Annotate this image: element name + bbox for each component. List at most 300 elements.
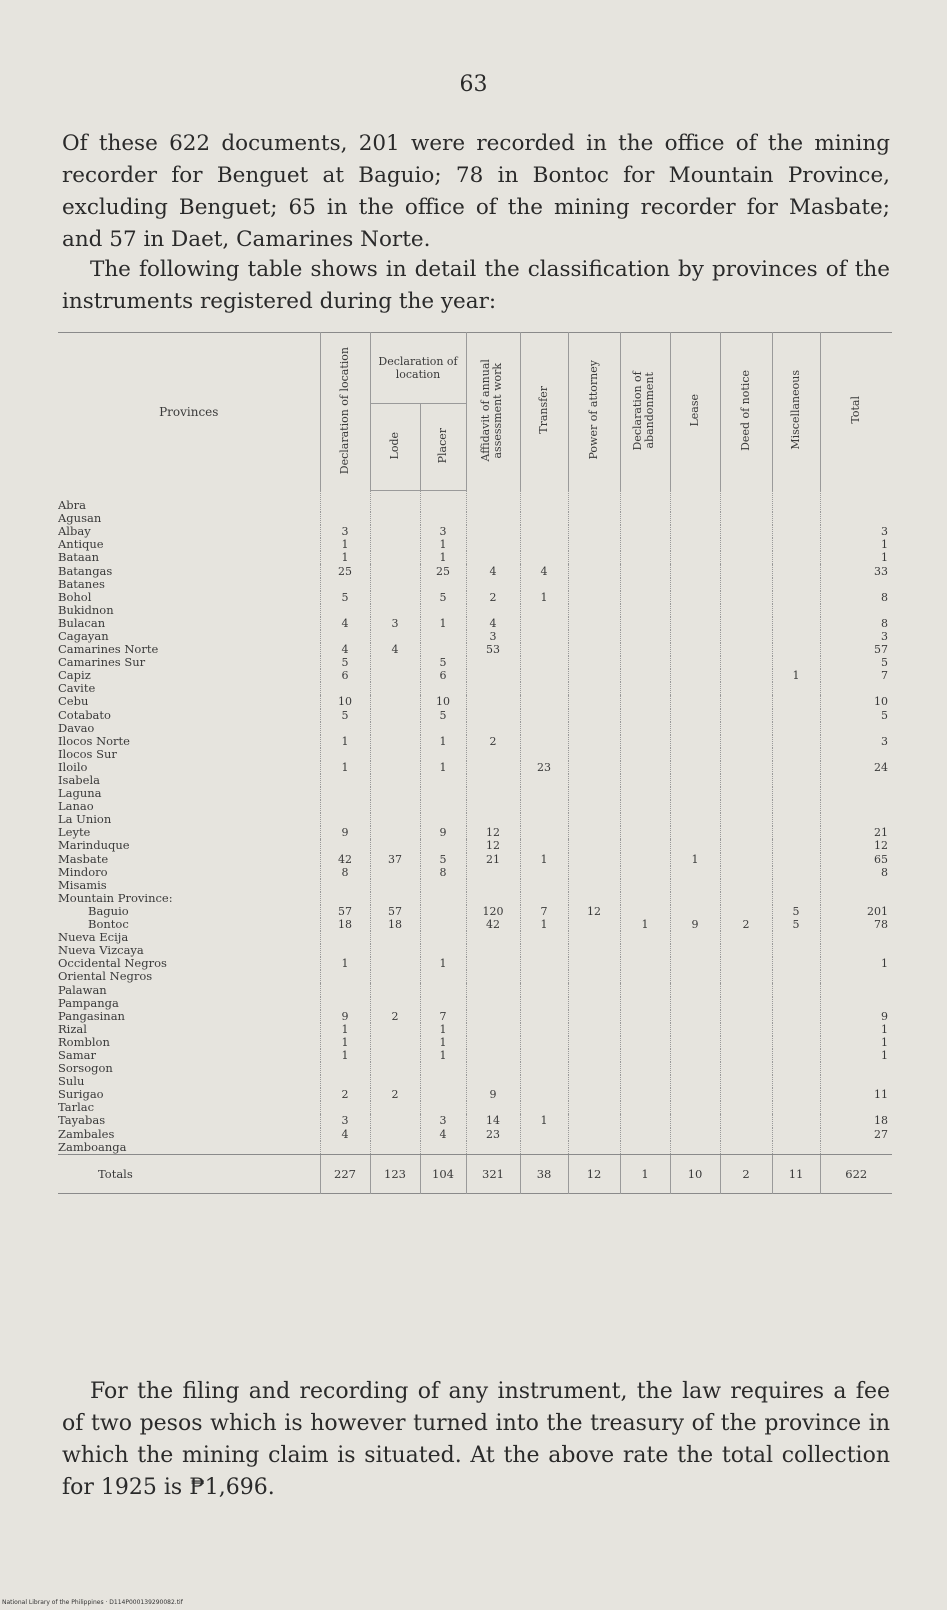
cell-placer: 5 [420, 591, 466, 604]
cell-lease [670, 1023, 720, 1036]
cell-declaration: 5 [320, 709, 370, 722]
cell-power-of-attorney [568, 722, 620, 735]
cell-transfer [520, 1141, 568, 1155]
cell-transfer [520, 957, 568, 970]
province-name: Nueva Vizcaya [58, 944, 144, 958]
cell-miscellaneous [772, 879, 820, 892]
cell-affidavit [466, 551, 520, 564]
cell-lease [670, 669, 720, 682]
cell-declaration [320, 970, 370, 983]
province-name: Pangasinan [58, 1009, 125, 1023]
cell-affidavit [466, 578, 520, 591]
table-row [58, 630, 892, 643]
cell-abandonment [620, 538, 670, 551]
province-name: Oriental Negros [58, 970, 153, 984]
cell-affidavit [466, 800, 520, 813]
cell-deed [720, 617, 772, 630]
cell-affidavit [466, 1010, 520, 1023]
cell-total: 65 [820, 853, 892, 866]
cell-lode [370, 761, 420, 774]
cell-miscellaneous [772, 591, 820, 604]
cell-deed [720, 1023, 772, 1036]
cell-transfer: 7 [520, 905, 568, 918]
cell-lode [370, 1128, 420, 1141]
table-row [58, 735, 892, 748]
cell-transfer [520, 617, 568, 630]
table-row [58, 1075, 892, 1088]
cell-lease [670, 957, 720, 970]
scan-footer-note: National Library of the Philippines · D114P000139290082.tif [2, 1599, 183, 1606]
cell-transfer [520, 491, 568, 513]
cell-abandonment [620, 709, 670, 722]
cell-abandonment [620, 1128, 670, 1141]
cell-total [820, 813, 892, 826]
cell-placer [420, 604, 466, 617]
cell-lease [670, 866, 720, 879]
cell-miscellaneous [772, 578, 820, 591]
cell-abandonment [620, 722, 670, 735]
table-row [58, 853, 892, 866]
province-name: Batanes [58, 577, 105, 591]
cell-declaration: 42 [320, 853, 370, 866]
cell-placer [420, 1088, 466, 1101]
province-name: Bontoc [88, 918, 129, 932]
cell-power-of-attorney [568, 957, 620, 970]
cell-power-of-attorney [568, 617, 620, 630]
cell-transfer [520, 1075, 568, 1088]
cell-deed [720, 643, 772, 656]
cell-abandonment [620, 970, 670, 983]
cell-miscellaneous [772, 787, 820, 800]
cell-transfer [520, 748, 568, 761]
cell-abandonment [620, 944, 670, 957]
cell-placer [420, 787, 466, 800]
cell-placer: 5 [420, 709, 466, 722]
cell-total: 201 [820, 905, 892, 918]
cell-declaration: 1 [320, 538, 370, 551]
cell-affidavit [466, 656, 520, 669]
cell-deed [720, 1141, 772, 1155]
cell-deed [720, 970, 772, 983]
province-name: Sulu [58, 1075, 85, 1089]
cell-lode: 3 [370, 617, 420, 630]
cell-miscellaneous [772, 491, 820, 513]
cell-affidavit: 14 [466, 1114, 520, 1127]
cell-affidavit [466, 748, 520, 761]
cell-miscellaneous [772, 1036, 820, 1049]
cell-miscellaneous [772, 1141, 820, 1155]
cell-abandonment [620, 866, 670, 879]
cell-total: 5 [820, 709, 892, 722]
cell-placer [420, 1075, 466, 1088]
cell-affidavit: 42 [466, 918, 520, 931]
cell-lease [670, 695, 720, 708]
cell-miscellaneous [772, 957, 820, 970]
cell-miscellaneous [772, 682, 820, 695]
paragraph-fee: For the filing and recording of any instrument, the law requires a fee of two pesos which is however turned into the treasury of the province in which the mining claim is situated. At the above rate the total collection for 1925 is ₱1,696. [62, 1379, 890, 1500]
cell-transfer [520, 970, 568, 983]
cell-total: 8 [820, 866, 892, 879]
cell-abandonment [620, 826, 670, 839]
cell-lode [370, 879, 420, 892]
cell-miscellaneous: 5 [772, 918, 820, 931]
cell-transfer [520, 879, 568, 892]
cell-lode [370, 491, 420, 513]
table-row [58, 564, 892, 577]
cell-deed [720, 551, 772, 564]
cell-declaration [320, 1062, 370, 1075]
cell-power-of-attorney [568, 1062, 620, 1075]
cell-declaration [320, 748, 370, 761]
cell-power-of-attorney [568, 1101, 620, 1114]
cell-transfer [520, 787, 568, 800]
cell-affidavit: 12 [466, 839, 520, 852]
cell-abandonment [620, 1141, 670, 1155]
cell-declaration: 9 [320, 1010, 370, 1023]
cell-transfer [520, 813, 568, 826]
cell-lease [670, 983, 720, 996]
cell-total [820, 892, 892, 905]
header-power-of-attorney: Power of attorney [568, 333, 620, 491]
cell-transfer [520, 1062, 568, 1075]
cell-abandonment [620, 1010, 670, 1023]
cell-placer: 8 [420, 866, 466, 879]
cell-lode [370, 800, 420, 813]
cell-total: 27 [820, 1128, 892, 1141]
cell-deed [720, 748, 772, 761]
cell-transfer: 1 [520, 918, 568, 931]
cell-total: 21 [820, 826, 892, 839]
cell-transfer [520, 525, 568, 538]
cell-miscellaneous [772, 997, 820, 1010]
cell-abandonment [620, 1036, 670, 1049]
cell-lode: 2 [370, 1088, 420, 1101]
province-name: Batangas [58, 564, 113, 578]
cell-lease [670, 1075, 720, 1088]
cell-total [820, 748, 892, 761]
province-name: Marinduque [58, 839, 130, 853]
cell-power-of-attorney [568, 853, 620, 866]
cell-deed [720, 813, 772, 826]
cell-miscellaneous [772, 983, 820, 996]
table-row [58, 643, 892, 656]
cell-transfer [520, 1049, 568, 1062]
table-row [58, 578, 892, 591]
table-row [58, 879, 892, 892]
cell-declaration: 3 [320, 1114, 370, 1127]
table-row [58, 1062, 892, 1075]
cell-lode [370, 682, 420, 695]
cell-declaration: 57 [320, 905, 370, 918]
cell-placer [420, 748, 466, 761]
cell-affidavit [466, 491, 520, 513]
cell-abandonment [620, 656, 670, 669]
cell-declaration [320, 944, 370, 957]
cell-declaration [320, 997, 370, 1010]
cell-deed [720, 1114, 772, 1127]
table-row [58, 617, 892, 630]
table-row [58, 983, 892, 996]
cell-declaration [320, 630, 370, 643]
cell-total: 11 [820, 1088, 892, 1101]
table-row [58, 944, 892, 957]
cell-abandonment [620, 578, 670, 591]
cell-miscellaneous [772, 1114, 820, 1127]
cell-affidavit [466, 774, 520, 787]
cell-total [820, 491, 892, 513]
cell-miscellaneous [772, 604, 820, 617]
cell-miscellaneous [772, 839, 820, 852]
cell-placer [420, 918, 466, 931]
province-name: Isabela [58, 773, 101, 788]
cell-miscellaneous [772, 1023, 820, 1036]
cell-declaration: 10 [320, 695, 370, 708]
province-name: La Union [58, 813, 112, 827]
province-name: Davao [58, 721, 95, 735]
cell-miscellaneous [772, 892, 820, 905]
cell-affidavit [466, 997, 520, 1010]
cell-miscellaneous [772, 1010, 820, 1023]
table-row [58, 839, 892, 852]
total-power-of-attorney: 12 [568, 1154, 620, 1193]
cell-deed [720, 709, 772, 722]
header-deed-of-notice: Deed of notice [720, 333, 772, 491]
cell-lode: 37 [370, 853, 420, 866]
cell-lode [370, 695, 420, 708]
cell-declaration [320, 839, 370, 852]
cell-total [820, 1075, 892, 1088]
cell-affidavit [466, 695, 520, 708]
cell-placer: 1 [420, 761, 466, 774]
cell-lode [370, 826, 420, 839]
cell-total [820, 774, 892, 787]
cell-miscellaneous [772, 512, 820, 525]
cell-abandonment [620, 564, 670, 577]
total-lode: 123 [370, 1154, 420, 1193]
cell-declaration [320, 813, 370, 826]
cell-abandonment [620, 997, 670, 1010]
cell-abandonment [620, 748, 670, 761]
cell-lease: 9 [670, 918, 720, 931]
cell-placer [420, 983, 466, 996]
cell-affidavit: 2 [466, 591, 520, 604]
province-name: Camarines Norte [58, 643, 159, 657]
cell-deed [720, 787, 772, 800]
cell-affidavit: 12 [466, 826, 520, 839]
cell-declaration: 1 [320, 957, 370, 970]
cell-affidavit [466, 866, 520, 879]
cell-placer [420, 491, 466, 513]
cell-power-of-attorney [568, 774, 620, 787]
cell-declaration [320, 983, 370, 996]
cell-deed [720, 1049, 772, 1062]
cell-declaration [320, 512, 370, 525]
cell-lode [370, 1101, 420, 1114]
cell-abandonment [620, 735, 670, 748]
cell-declaration: 5 [320, 656, 370, 669]
cell-transfer [520, 1128, 568, 1141]
cell-lode [370, 839, 420, 852]
cell-affidavit [466, 957, 520, 970]
cell-abandonment [620, 957, 670, 970]
province-name: Bohol [58, 590, 92, 604]
cell-lode [370, 525, 420, 538]
cell-deed [720, 1088, 772, 1101]
cell-lode [370, 604, 420, 617]
cell-lease [670, 905, 720, 918]
cell-deed: 2 [720, 918, 772, 931]
cell-lode [370, 1114, 420, 1127]
cell-transfer [520, 1101, 568, 1114]
cell-lease [670, 709, 720, 722]
cell-lease [670, 512, 720, 525]
cell-declaration: 4 [320, 617, 370, 630]
cell-transfer [520, 1088, 568, 1101]
cell-total [820, 787, 892, 800]
table-row [58, 1101, 892, 1114]
cell-lease [670, 1114, 720, 1127]
cell-total [820, 879, 892, 892]
table-row [58, 1010, 892, 1023]
table-row [58, 1141, 892, 1155]
cell-affidavit [466, 970, 520, 983]
cell-total [820, 931, 892, 944]
cell-miscellaneous [772, 630, 820, 643]
cell-lode [370, 512, 420, 525]
cell-power-of-attorney [568, 512, 620, 525]
cell-abandonment [620, 491, 670, 513]
cell-lode [370, 866, 420, 879]
cell-power-of-attorney [568, 813, 620, 826]
cell-transfer [520, 538, 568, 551]
cell-deed [720, 735, 772, 748]
cell-placer [420, 722, 466, 735]
cell-miscellaneous [772, 774, 820, 787]
province-name: Baguio [88, 904, 129, 918]
cell-abandonment [620, 1101, 670, 1114]
cell-power-of-attorney [568, 643, 620, 656]
totals-label: Totals [58, 1154, 320, 1193]
header-affidavit: Affidavit of annual assessment work [466, 333, 520, 491]
cell-transfer [520, 892, 568, 905]
header-lode: Lode [370, 404, 420, 491]
cell-abandonment [620, 1075, 670, 1088]
cell-placer [420, 682, 466, 695]
cell-transfer [520, 944, 568, 957]
cell-lease [670, 997, 720, 1010]
province-name: Iloilo [58, 760, 88, 774]
province-name: Camarines Sur [58, 656, 146, 670]
cell-placer [420, 931, 466, 944]
cell-power-of-attorney [568, 578, 620, 591]
province-name: Bulacan [58, 616, 106, 630]
cell-power-of-attorney [568, 1049, 620, 1062]
cell-miscellaneous [772, 656, 820, 669]
table-row [58, 682, 892, 695]
province-name: Palawan [58, 983, 107, 997]
cell-transfer: 23 [520, 761, 568, 774]
cell-affidavit [466, 892, 520, 905]
cell-lease [670, 538, 720, 551]
cell-total: 78 [820, 918, 892, 931]
table-row [58, 1023, 892, 1036]
cell-total [820, 970, 892, 983]
cell-transfer [520, 709, 568, 722]
province-name: Cotabato [58, 708, 111, 722]
cell-affidavit [466, 709, 520, 722]
cell-lease [670, 578, 720, 591]
cell-lease [670, 839, 720, 852]
cell-total: 3 [820, 630, 892, 643]
cell-power-of-attorney [568, 800, 620, 813]
cell-affidavit [466, 983, 520, 996]
table-row [58, 709, 892, 722]
total-deed: 2 [720, 1154, 772, 1193]
cell-power-of-attorney [568, 970, 620, 983]
cell-affidavit: 53 [466, 643, 520, 656]
cell-lease [670, 892, 720, 905]
cell-abandonment [620, 931, 670, 944]
table-row [58, 1114, 892, 1127]
cell-deed [720, 944, 772, 957]
cell-miscellaneous [772, 551, 820, 564]
cell-power-of-attorney [568, 1128, 620, 1141]
cell-transfer: 1 [520, 853, 568, 866]
cell-transfer [520, 643, 568, 656]
cell-lease [670, 1062, 720, 1075]
cell-miscellaneous [772, 931, 820, 944]
cell-lease [670, 1141, 720, 1155]
cell-abandonment [620, 787, 670, 800]
cell-affidavit [466, 1036, 520, 1049]
cell-total [820, 997, 892, 1010]
cell-total [820, 682, 892, 695]
cell-total [820, 800, 892, 813]
cell-power-of-attorney [568, 879, 620, 892]
cell-abandonment [620, 512, 670, 525]
cell-miscellaneous [772, 695, 820, 708]
cell-placer [420, 892, 466, 905]
cell-lease [670, 748, 720, 761]
cell-placer: 1 [420, 538, 466, 551]
header-declaration-group: Declaration of location [370, 333, 466, 404]
table-row [58, 1036, 892, 1049]
cell-declaration: 4 [320, 643, 370, 656]
cell-placer [420, 512, 466, 525]
cell-miscellaneous [772, 1075, 820, 1088]
cell-transfer: 1 [520, 1114, 568, 1127]
cell-transfer [520, 866, 568, 879]
cell-deed [720, 564, 772, 577]
header-placer: Placer [420, 404, 466, 491]
cell-lode [370, 1075, 420, 1088]
cell-total: 24 [820, 761, 892, 774]
cell-power-of-attorney [568, 669, 620, 682]
total-lease: 10 [670, 1154, 720, 1193]
cell-lease [670, 617, 720, 630]
cell-placer: 1 [420, 735, 466, 748]
cell-placer: 1 [420, 1023, 466, 1036]
cell-power-of-attorney [568, 1088, 620, 1101]
total-declaration: 227 [320, 1154, 370, 1193]
table-row [58, 551, 892, 564]
cell-placer [420, 813, 466, 826]
cell-lease [670, 564, 720, 577]
cell-lode [370, 970, 420, 983]
total-grand: 622 [820, 1154, 892, 1193]
cell-lode [370, 813, 420, 826]
cell-placer [420, 630, 466, 643]
